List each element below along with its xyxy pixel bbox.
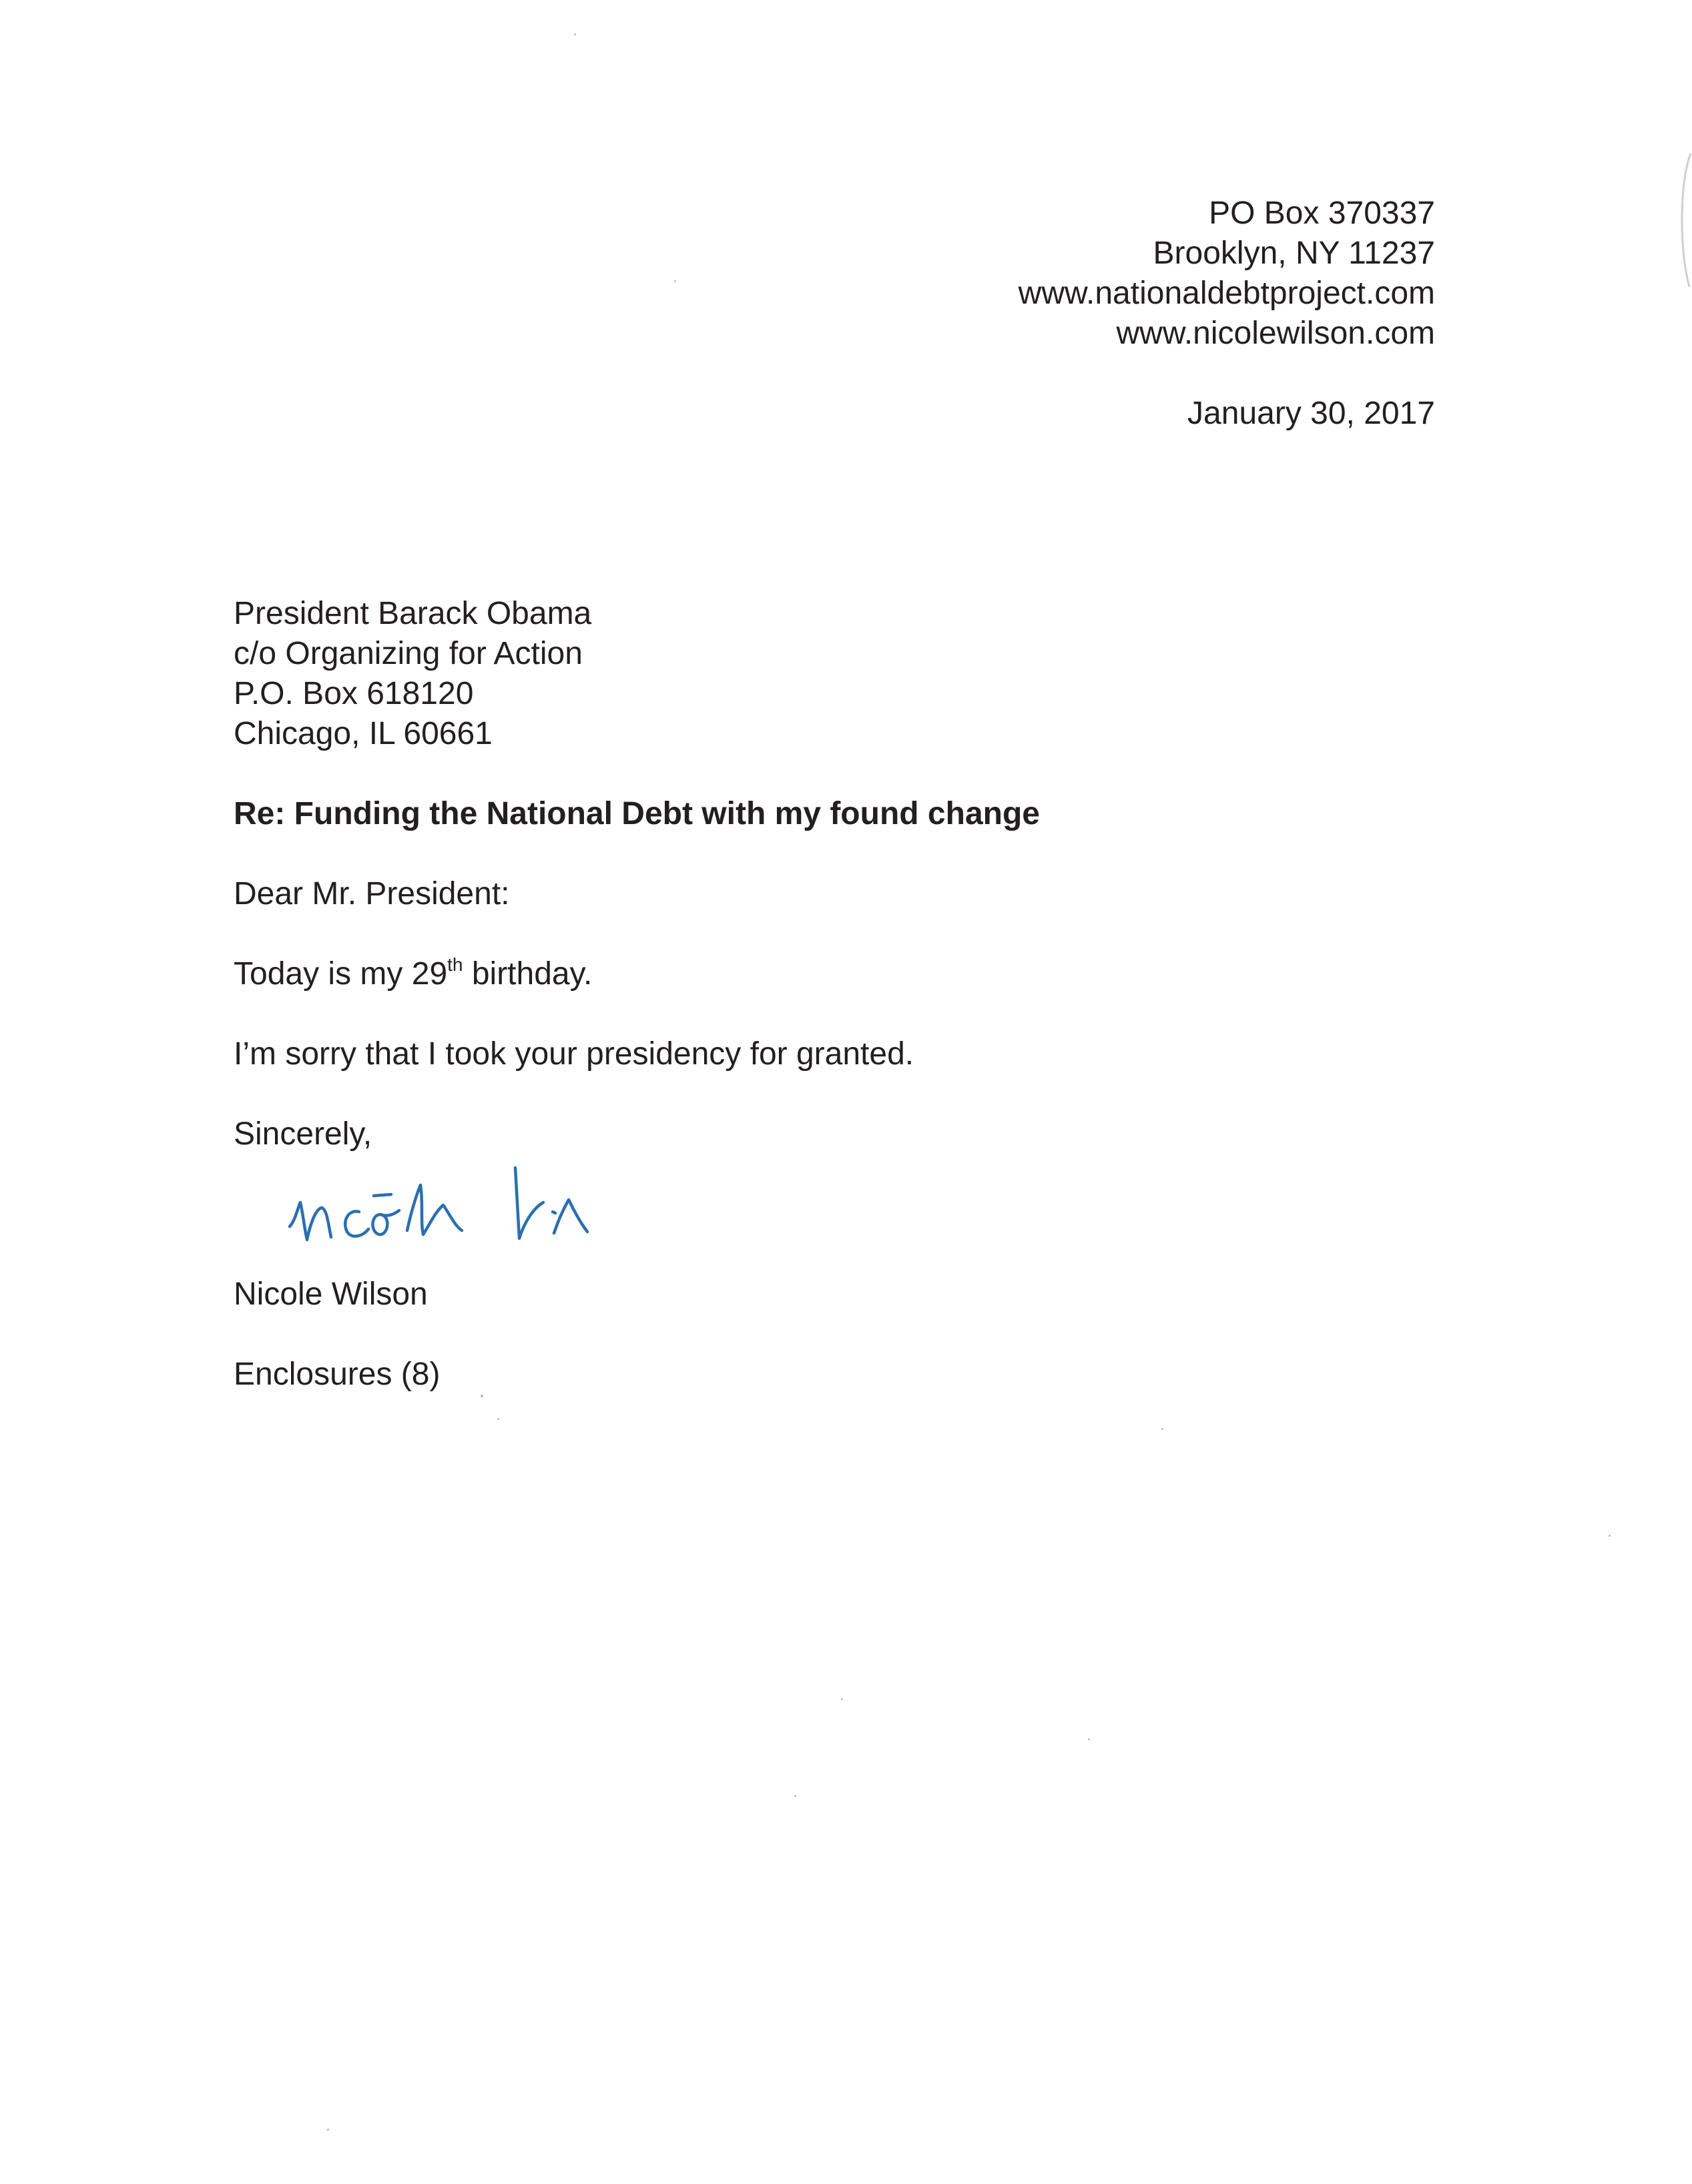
ordinal-suffix: th xyxy=(447,954,463,975)
signer-name: Nicole Wilson xyxy=(234,1277,428,1312)
signature-stroke-w xyxy=(515,1168,543,1238)
recipient-city-state-zip: Chicago, IL 60661 xyxy=(234,716,493,751)
signature-stroke-o xyxy=(372,1210,399,1234)
birthday-text: Today is my 29 xyxy=(234,956,448,992)
birthday-text-end: birthday. xyxy=(463,956,593,992)
scan-speck xyxy=(674,280,676,282)
scan-speck xyxy=(574,33,576,35)
signature-strokes xyxy=(290,1168,587,1240)
sender-website-personal: www.nicolewilson.com xyxy=(1116,316,1435,351)
signature-stroke-dot xyxy=(553,1212,555,1213)
scan-speck xyxy=(481,1395,483,1397)
scan-speck xyxy=(497,1418,499,1420)
signature-stroke-i xyxy=(554,1200,587,1233)
enclosures-note: Enclosures (8) xyxy=(234,1357,441,1392)
birthday-paragraph xyxy=(234,954,592,994)
sender-address-line2: Brooklyn, NY 11237 xyxy=(1153,236,1435,271)
scan-speck xyxy=(327,2129,329,2131)
subject-line: Re: Funding the National Debt with my found change xyxy=(234,796,1040,831)
signature-stroke-l xyxy=(407,1185,462,1234)
closing: Sincerely, xyxy=(234,1116,372,1152)
scan-speck xyxy=(1088,1738,1090,1740)
apology-paragraph: I’m sorry that I took your presidency for granted. xyxy=(234,1036,914,1072)
letter-date: January 30, 2017 xyxy=(1187,396,1435,431)
signature-stroke-dash xyxy=(374,1194,391,1196)
recipient-care-of: c/o Organizing for Action xyxy=(234,636,583,671)
scan-speck xyxy=(1161,1428,1163,1430)
salutation: Dear Mr. President: xyxy=(234,876,510,912)
handwritten-signature xyxy=(280,1148,654,1261)
paper-edge-mark xyxy=(1672,147,1692,294)
scan-speck xyxy=(794,1795,796,1797)
signature-stroke-n xyxy=(290,1202,331,1240)
scan-speck xyxy=(841,1698,843,1700)
recipient-po-box: P.O. Box 618120 xyxy=(234,676,474,711)
signature-stroke-c xyxy=(345,1211,368,1236)
sender-address-line1: PO Box 370337 xyxy=(1209,196,1435,231)
recipient-name: President Barack Obama xyxy=(234,596,592,631)
sender-website-national-debt: www.nationaldebtproject.com xyxy=(1018,276,1435,311)
scan-speck xyxy=(1609,1535,1611,1537)
